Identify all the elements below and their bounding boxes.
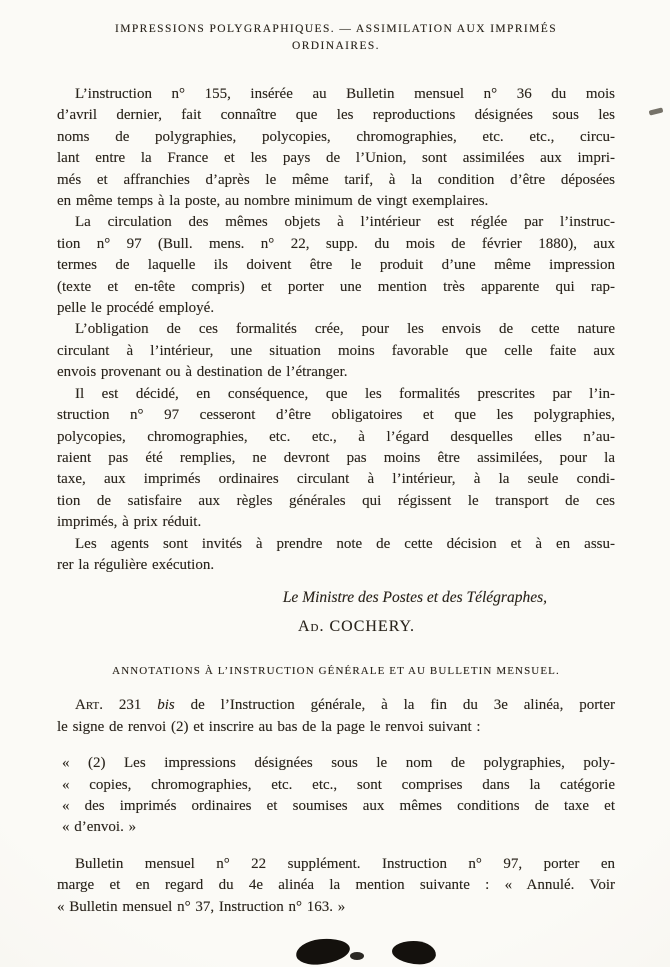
text-line: Il est décidé, en conséquence, que les formalités prescrites par l’in- xyxy=(75,385,615,402)
article-text: de l’Instruction générale, à la fin du 3e alinéa, porter xyxy=(190,697,616,714)
text-line: Bulletin mensuel n° 22 supplément. Instruction n° 97, porter en xyxy=(75,855,615,872)
text-line: termes de laquelle ils doivent être le produit d’une même impression xyxy=(57,257,615,274)
article-bis: bis xyxy=(157,697,175,714)
text-line: « Bulletin mensuel n° 37, Instruction n° 163. » xyxy=(57,898,346,915)
paragraph-2 xyxy=(57,212,615,319)
scan-artifact-ink-blot xyxy=(391,939,436,965)
scan-artifact-ink-dot xyxy=(350,952,364,960)
text-line: tion n° 97 (Bull. mens. n° 22, supp. du mois de février 1880), aux xyxy=(57,235,615,252)
annotations-heading: ANNOTATIONS À L’INSTRUCTION GÉNÉRALE ET AU BULLETIN MENSUEL. xyxy=(112,665,560,678)
scan-artifact-edge-mark xyxy=(649,107,664,115)
text-line: struction n° 97 cesseront d’être obligatoires et que les polygraphies, xyxy=(57,407,615,424)
text-line: envois provenant ou à destination de l’étranger. xyxy=(57,364,348,381)
text-line: (texte et en-tête compris) et porter une mention très apparente qui rap- xyxy=(57,278,615,295)
signature-title: Le Ministre des Postes et des Télégraphes, xyxy=(282,589,547,607)
text-line: La circulation des mêmes objets à l’intérieur est réglée par l’instruc- xyxy=(75,214,615,231)
text-line: lant entre la France et les pays de l’Union, sont assimilées aux impri- xyxy=(57,150,615,167)
text-line: L’obligation de ces formalités crée, pour les envois de cette nature xyxy=(75,321,615,338)
text-line: polycopies, chromographies, etc. etc., à l’égard desquelles elles n’au- xyxy=(57,428,615,445)
article-label: Art. xyxy=(75,697,103,714)
text-line: L’instruction n° 155, insérée au Bulletin mensuel n° 36 du mois xyxy=(75,86,615,102)
text-line: d’avril dernier, fait connaître que les reproductions désignées sous les xyxy=(57,107,615,124)
paragraph-5 xyxy=(57,534,615,577)
signature-name: Ad. COCHERY. xyxy=(297,618,415,636)
paragraph-3 xyxy=(57,319,615,383)
text-line: més et affranchies d’après le même tarif, à la condition d’être déposées xyxy=(57,171,615,188)
text-line: « d’envoi. » xyxy=(62,819,137,836)
text-line: « copies, chromographies, etc. etc., sont comprises dans la catégorie xyxy=(62,776,615,793)
text-line xyxy=(57,695,615,716)
text-line: le signe de renvoi (2) et inscrire au bas de la page le renvoi suivant : xyxy=(57,718,481,735)
text-line: raient pas été remplies, ne devront pas moins être assimilées, pour la xyxy=(57,449,615,466)
text-line: circulant à l’intérieur, une situation moins favorable que celle faite aux xyxy=(57,342,615,359)
footnote-quote xyxy=(57,753,615,839)
text-line: « (2) Les impressions désignées sous le nom de polygraphies, poly- xyxy=(62,755,615,772)
text-line: tion de satisfaire aux règles générales qui régissent le transport de ces xyxy=(57,492,615,509)
text-line: Les agents sont invités à prendre note de cette décision et à en assu- xyxy=(75,535,615,552)
text-line: en même temps à la poste, au nombre minimum de vingt exemplaires. xyxy=(57,193,489,210)
text-line: pelle le procédé employé. xyxy=(57,300,215,317)
text-line: taxe, aux imprimés ordinaires circulant à l’intérieur, à la seule condi- xyxy=(57,471,615,488)
paragraph-4 xyxy=(57,384,615,534)
title-line-1: IMPRESSIONS POLYGRAPHIQUES. — ASSIMILATION AUX IMPRIMÉS xyxy=(115,23,557,35)
document-content xyxy=(57,0,615,918)
paragraph-1 xyxy=(57,84,615,212)
scan-artifact-ink-blot xyxy=(295,936,351,967)
article-paragraph xyxy=(57,695,615,738)
document-title xyxy=(57,0,615,55)
article-number: 231 xyxy=(118,697,142,714)
text-line: noms de polygraphies, polycopies, chromographies, etc. etc., circu- xyxy=(57,128,615,145)
text-line: marge et en regard du 4e alinéa la mention suivante : « Annulé. Voir xyxy=(57,877,615,894)
text-line: « des imprimés ordinaires et soumises aux mêmes conditions de taxe et xyxy=(62,797,615,814)
title-line-2: ORDINAIRES. xyxy=(292,40,380,52)
bulletin-note xyxy=(57,854,615,918)
text-line: rer la régulière exécution. xyxy=(57,556,215,573)
text-line: imprimés, à prix réduit. xyxy=(57,514,202,531)
